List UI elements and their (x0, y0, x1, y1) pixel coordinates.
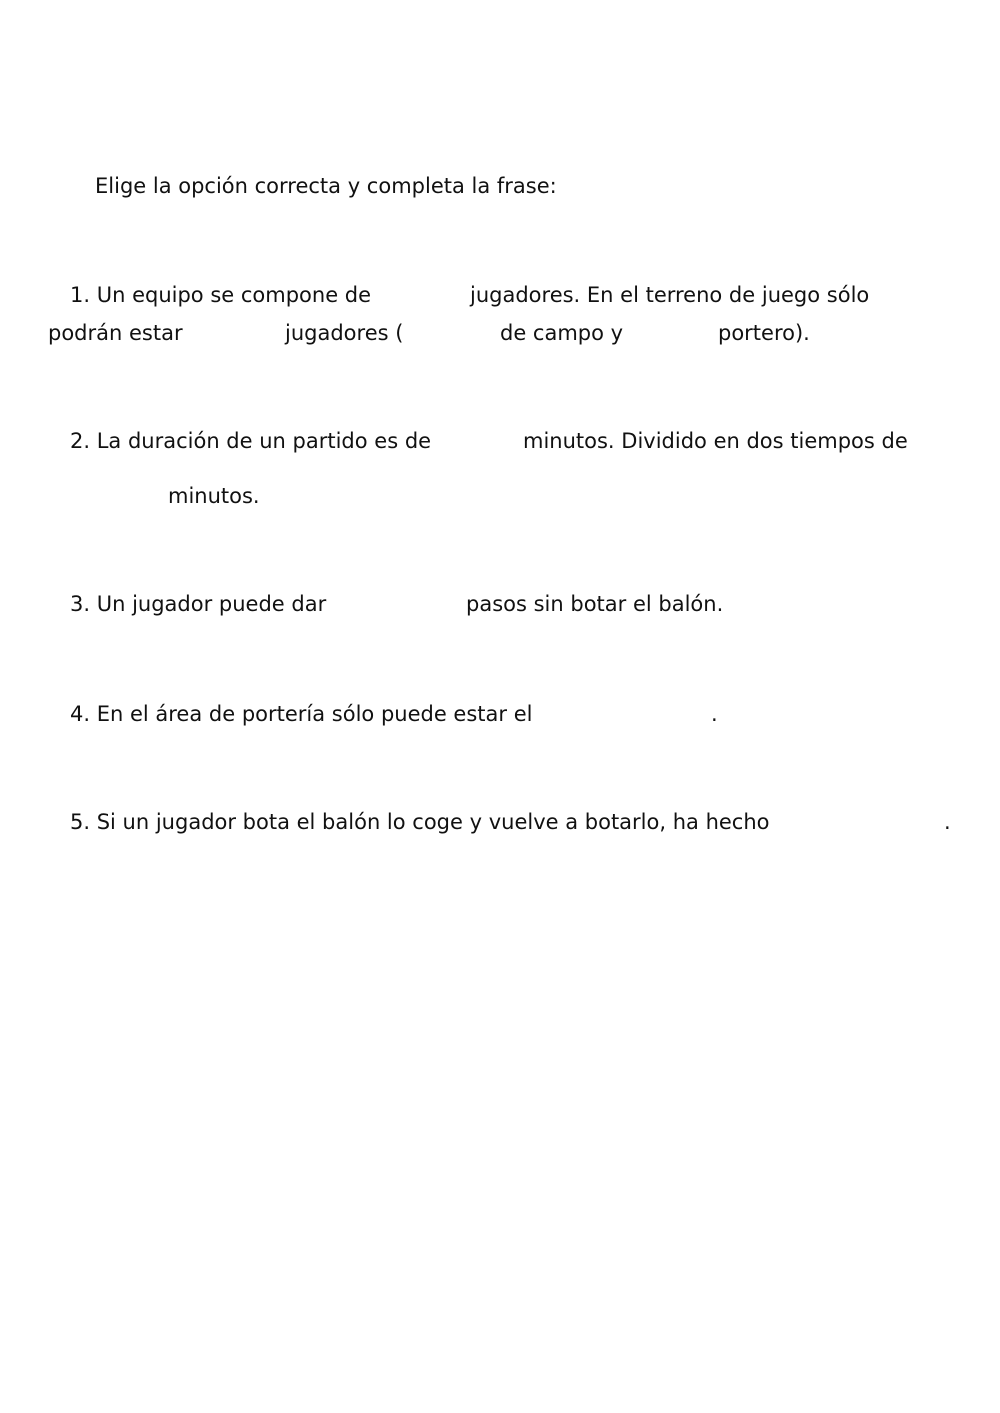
q5-text-a: 5. Si un jugador bota el balón lo coge y vuelve a botarlo, ha hecho (70, 810, 770, 834)
q2-text-a: 2. La duración de un partido es de (70, 429, 432, 453)
q1-blank-2[interactable] (195, 319, 279, 347)
q5-blank-1[interactable] (790, 808, 940, 836)
q1-blank-4[interactable] (628, 319, 712, 347)
q3-blank-1[interactable] (342, 590, 460, 618)
q1-blank-1[interactable] (372, 281, 464, 309)
q2-blank-2[interactable] (70, 482, 162, 510)
instruction-text: Elige la opción correcta y completa la frase: (95, 174, 557, 198)
q2-text-b: minutos. Dividido en dos tiempos de (523, 429, 908, 453)
q1-text-c: podrán estar (48, 321, 183, 345)
q2-text-c: minutos. (168, 484, 260, 508)
q5-end-period: . (944, 810, 951, 834)
q1-text-d: jugadores ( (285, 321, 404, 345)
q4-end-period: . (711, 702, 718, 726)
q1-text-b: jugadores. En el terreno de juego sólo (470, 283, 870, 307)
q1-text-a: 1. Un equipo se compone de (70, 283, 372, 307)
q1-blank-3[interactable] (416, 319, 494, 347)
q1-text-f: portero). (718, 321, 810, 345)
q3-text-a: 3. Un jugador puede dar (70, 592, 327, 616)
q4-text-a: 4. En el área de portería sólo puede estar el (70, 702, 533, 726)
q1-text-e: de campo y (500, 321, 624, 345)
q3-text-b: pasos sin botar el balón. (466, 592, 724, 616)
q4-blank-1[interactable] (557, 700, 707, 728)
q2-blank-1[interactable] (447, 427, 517, 455)
